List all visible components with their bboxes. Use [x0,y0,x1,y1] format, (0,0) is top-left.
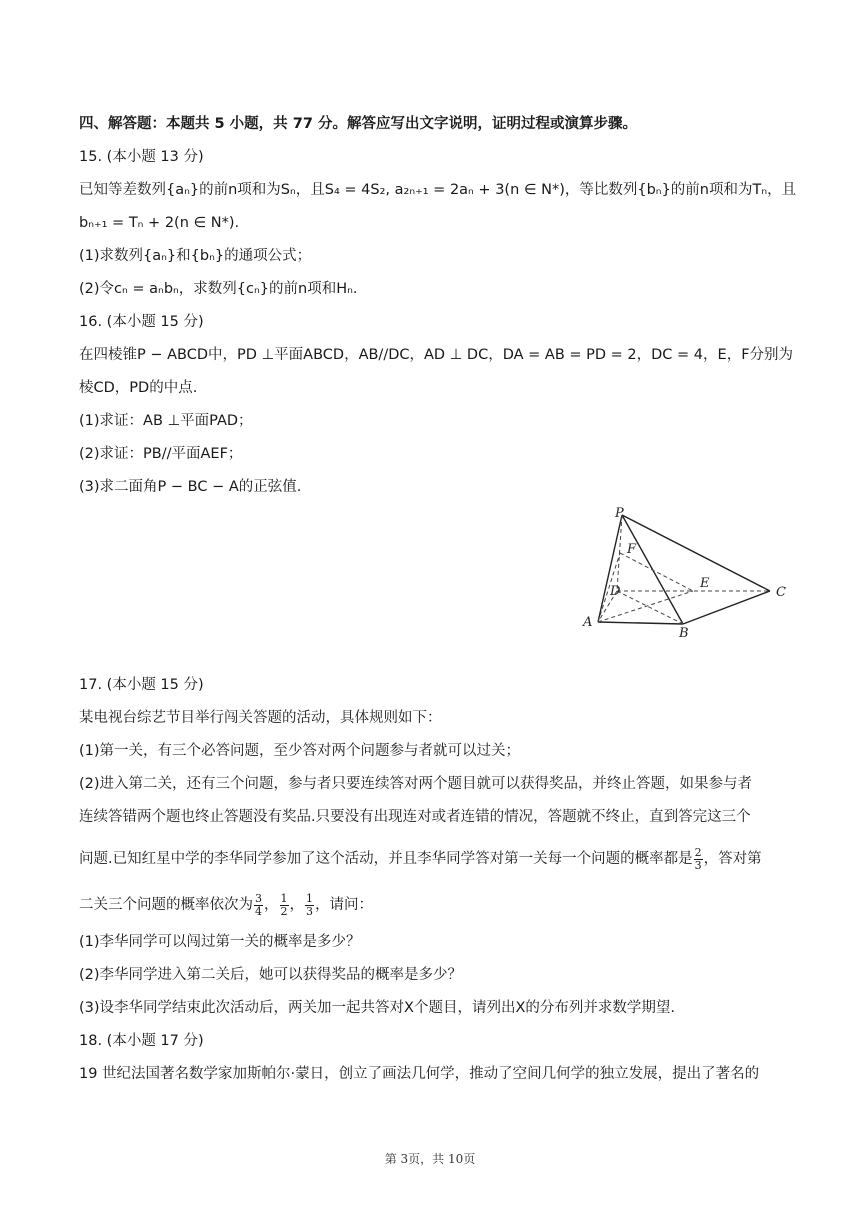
q15-stem-line-1: 已知等差数列{aₙ}的前n项和为Sₙ，且S₄ = 4S₂, a₂ₙ₊₁ = 2aₙ + 3(n ∈ N*)，等比数列{bₙ}的前n项和为Tₙ，且 [79,182,797,198]
segment-fe [620,553,693,591]
edge-pc [622,515,770,591]
edge-bc [683,591,770,624]
fraction-one-third [305,893,314,918]
q17-rule-2-line-4-text-b: ，请问： [315,897,373,913]
pyramid-figure [580,505,795,645]
label-p: P [615,506,624,521]
separator: ， [289,897,304,913]
q16-stem-line-2: 棱CD，PD的中点. [79,380,198,396]
label-b: B [679,626,689,641]
fraction-two-thirds [694,847,703,872]
fraction-numerator: 2 [694,845,702,859]
q17-ask-2: (2)李华同学进入第二关后，她可以获得奖品的概率是多少？ [79,967,463,983]
q17-rule-2-line-1: (2)进入第二关，还有三个问题，参与者只要连续答对两个题目就可以获得奖品，并终止答题，如果参与者 [79,776,753,792]
q17-rule-2-line-2: 连续答错两个题也终止答题没有奖品.只要没有出现连对或者连错的情况，答题就不终止，直到答完这三个 [79,809,751,825]
q17-rule-2-line-3-text-a: 问题.已知红星中学的李华同学参加了这个活动，并且李华同学答对第一关每一个问题的概率都是 [79,851,693,867]
q17-rule-1: (1)第一关，有三个必答问题，至少答对两个问题参与者就可以过关； [79,743,521,759]
fraction-numerator: 1 [306,891,313,905]
q18-title: 18. (本小题 17 分) [79,1033,204,1049]
fraction-numerator: 3 [255,891,262,905]
q16-title: 16. (本小题 15 分) [79,314,204,330]
label-e: E [700,576,710,591]
label-c: C [776,585,786,600]
fraction-denominator: 3 [694,858,702,872]
label-f: F [627,542,637,557]
page-footer: 第 3页，共 10页 [384,1152,476,1166]
fraction-numerator: 1 [280,891,288,905]
q15-stem-line-2: bₙ₊₁ = Tₙ + 2(n ∈ N*). [79,215,240,231]
q17-rule-2-line-4 [79,880,784,926]
q17-intro: 某电视台综艺节目举行闯关答题的活动，具体规则如下： [79,710,442,726]
q17-rule-2-line-3-text-b: ，答对第 [703,851,762,867]
q16-part-3: (3)求二面角P − BC − A的正弦值. [79,479,302,495]
section-heading: 四、解答题：本题共 5 小题，共 77 分。解答应写出文字说明，证明过程或演算步骤。 [79,116,637,132]
q17-rule-2-line-4-text-a: 二关三个问题的概率依次为 [79,897,253,913]
q15-title: 15. (本小题 13 分) [79,149,204,165]
fraction-three-quarters [254,893,263,918]
edge-ab [598,622,683,624]
separator: ， [264,897,279,913]
q15-part-1: (1)求数列{aₙ}和{bₙ}的通项公式； [79,248,312,264]
pyramid-diagram [580,505,795,645]
q16-part-1: (1)求证：AB ⊥平面PAD； [79,413,253,429]
q17-ask-3: (3)设李华同学结束此次活动后，两关加一起共答对X个题目，请列出X的分布列并求数学期望. [79,1000,676,1016]
q17-title: 17. (本小题 15 分) [79,677,204,693]
q16-part-2: (2)求证：PB//平面AEF； [79,446,243,462]
fraction-denominator: 4 [255,904,262,918]
q17-ask-1: (1)李华同学可以闯过第一关的概率是多少？ [79,934,361,950]
q17-rule-2-line-3 [79,834,784,880]
q18-stem-line-1: 19 世纪法国著名数学家加斯帕尔·蒙日，创立了画法几何学，推动了空间几何学的独立发展，提出了著名的 [79,1066,760,1082]
fraction-one-half [280,893,289,918]
label-a: A [583,615,593,630]
label-d: D [610,584,621,599]
fraction-denominator: 2 [280,904,288,918]
edge-pa [598,515,622,622]
fraction-denominator: 3 [306,904,313,918]
q15-part-2: (2)令cₙ = aₙbₙ，求数列{cₙ}的前n项和Hₙ. [79,281,358,297]
q16-stem-line-1: 在四棱锥P − ABCD中，PD ⊥平面ABCD，AB//DC，AD ⊥ DC，DA = AB = PD = 2，DC = 4，E，F分别为 [79,347,794,363]
